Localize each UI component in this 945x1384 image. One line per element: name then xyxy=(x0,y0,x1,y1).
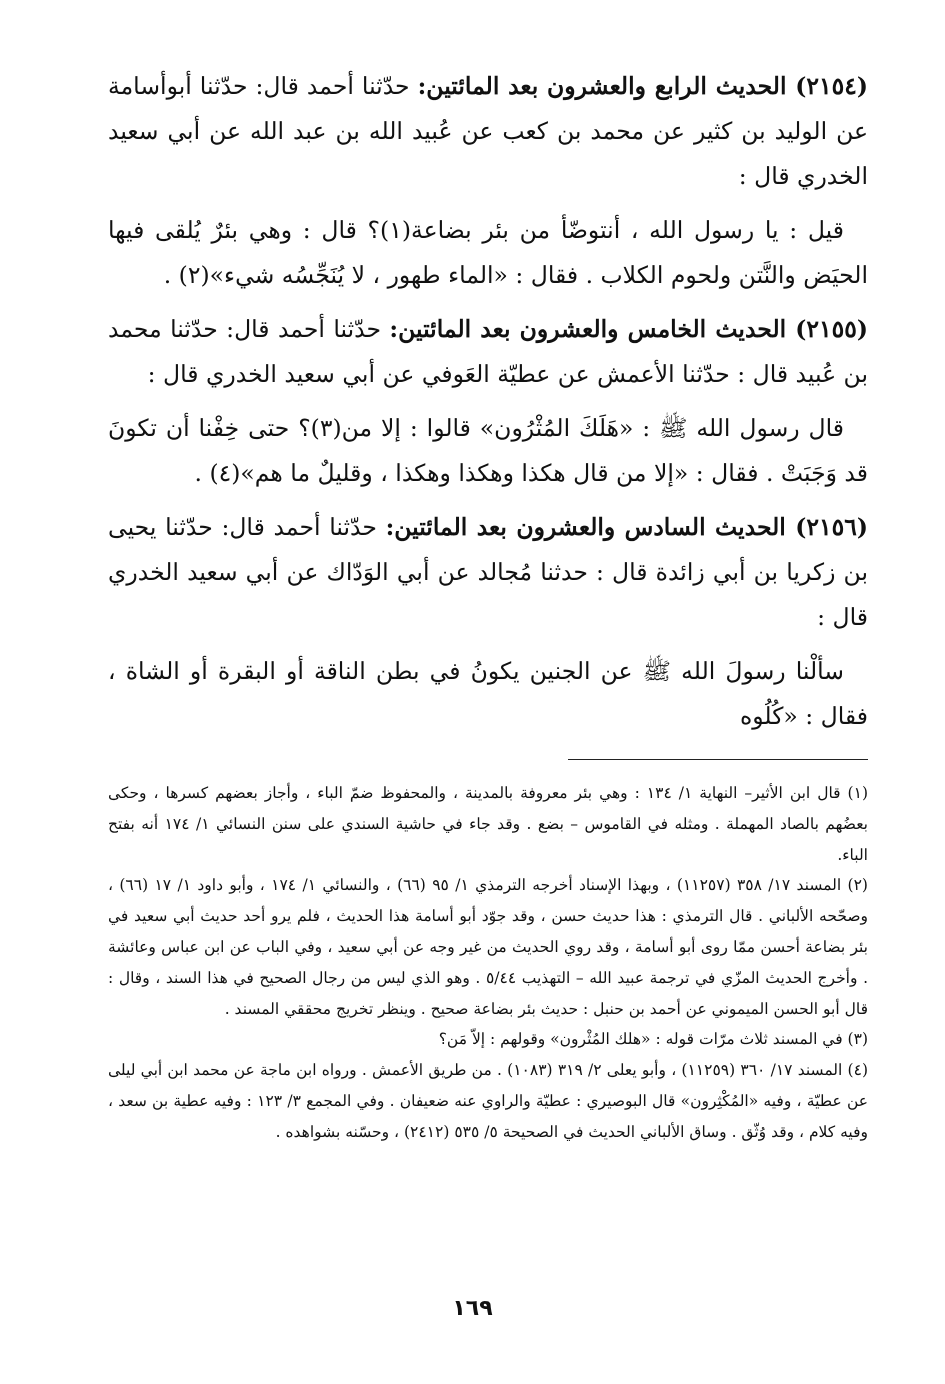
footnote-3: (٣) في المسند ثلاث مرّات قوله : «هلك المُثْرون» وقولهم : إلاّ مَن؟ xyxy=(438,1030,868,1049)
footnote-divider xyxy=(568,759,868,760)
hadith-isnad: حدّثنا أحمد قال: حدّثنا محمد بن عُبيد قال : حدّثنا الأعمش عن عطيّة العَوفي عن أبي سعيد الخدري قال : xyxy=(108,315,868,388)
hadith-title: (٢١٥٤) الحديث الرابع والعشرون بعد المائتين: xyxy=(417,72,868,100)
hadith-title: (٢١٥٥) الحديث الخامس والعشرون بعد المائتين: xyxy=(389,315,869,343)
page-number: ١٦٩ xyxy=(452,1296,493,1321)
hadith-2156-isnad xyxy=(108,505,868,640)
footnote-1: (١) قال ابن الأثير– النهاية ١/ ١٣٤ : وهي بئر معروفة بالمدينة ، والمحفوظ ضمّ الباء ، وأجاز بعضهم كسرها ، وحكى بعضُهم بالصاد المهملة . ومثله في القاموس – بضع . وقد جاء في حاشية السندي على سنن النسائي ١/ ١٧٤ أنه بفتح الباء. xyxy=(108,784,868,864)
page-body xyxy=(108,64,868,1148)
hadith-2155-matn: قال رسول الله ﷺ : «هَلَكَ المُثْرُون» قالوا : إلا من(٣)؟ حتى خِفْنا أن تكونَ قد وَجَبَتْ . فقال : «إلا من قال هكذا وهكذا وهكذا ، وقليلٌ ما هم»(٤) . xyxy=(108,414,868,487)
hadith-title: (٢١٥٦) الحديث السادس والعشرون بعد المائتين: xyxy=(385,513,868,541)
footnotes xyxy=(108,778,868,1148)
hadith-2154-isnad xyxy=(108,64,868,199)
hadith-isnad: حدّثنا أحمد قال: حدّثنا أبوأسامة عن الوليد بن كثير عن محمد بن كعب عن عُبيد الله بن عبد الله عن أبي سعيد الخدري قال : xyxy=(108,72,868,190)
footnote-4: (٤) المسند ١٧/ ٣٦٠ (١١٢٥٩) ، وأبو يعلى ٢/ ٣١٩ (١٠٨٣) . من طريق الأعمش . ورواه ابن ماجة عن محمد ابن أبي ليلى عن عطيّة ، وفيه «المُكْثِرون» قال البوصيري : عطيّة والراوي عنه ضعيفان . وفي المجمع ٣/ ١٢٣ : وفيه عطية بن سعد ، وفيه كلام ، وقد وُثّق . وساق الألباني الحديث في الصحيحة ٥/ ٥٣٥ (٢٤١٢) ، وحسّنه بشواهده . xyxy=(108,1061,868,1141)
hadith-2156-matn: سألْنا رسولَ الله ﷺ عن الجنين يكونُ في بطن الناقة أو البقرة أو الشاة ، فقال : «كُلُوه xyxy=(108,657,868,730)
footnote-2: (٢) المسند ١٧/ ٣٥٨ (١١٢٥٧) ، وبهذا الإسناد أخرجه الترمذي ١/ ٩٥ (٦٦) ، والنسائي ١/ ١٧٤ ، وأبو داود ١/ ١٧ (٦٦) ، وصحّحه الألباني . قال الترمذي : هذا حديث حسن ، وقد جوّد أبو أسامة هذا الحديث ، فلم يرو أحد حديث أبي سعيد في بئر بضاعة أحسن ممّا روى أبو أسامة ، وقد روي الحديث من غير وجه عن أبي سعيد ، وفي الباب عن ابن عباس وعائشة . وأخرج الحديث المزّي في ترجمة عبيد الله – التهذيب ٥/٤٤ . وهو الذي ليس من رجال الصحيح في هذا السند ، وقال : قال أبو الحسن الميموني عن أحمد بن حنبل : حديث بئر بضاعة صحيح . وينظر تخريج محققي المسند . xyxy=(108,876,868,1018)
hadith-isnad: حدّثنا أحمد قال: حدّثنا يحيى بن زكريا بن أبي زائدة قال : حدثنا مُجالد عن أبي الوَدّاك عن أبي سعيد الخدري قال : xyxy=(108,513,868,631)
main-text xyxy=(108,64,868,739)
hadith-2155-isnad xyxy=(108,307,868,397)
hadith-2154-matn: قيل : يا رسول الله ، أنتوضّأ من بئر بضاعة(١)؟ قال : وهي بئرٌ يُلقى فيها الحيَض والنَّتن ولحوم الكلاب . فقال : «الماء طهور ، لا يُنَجِّسُه شيء»(٢) . xyxy=(108,216,868,289)
